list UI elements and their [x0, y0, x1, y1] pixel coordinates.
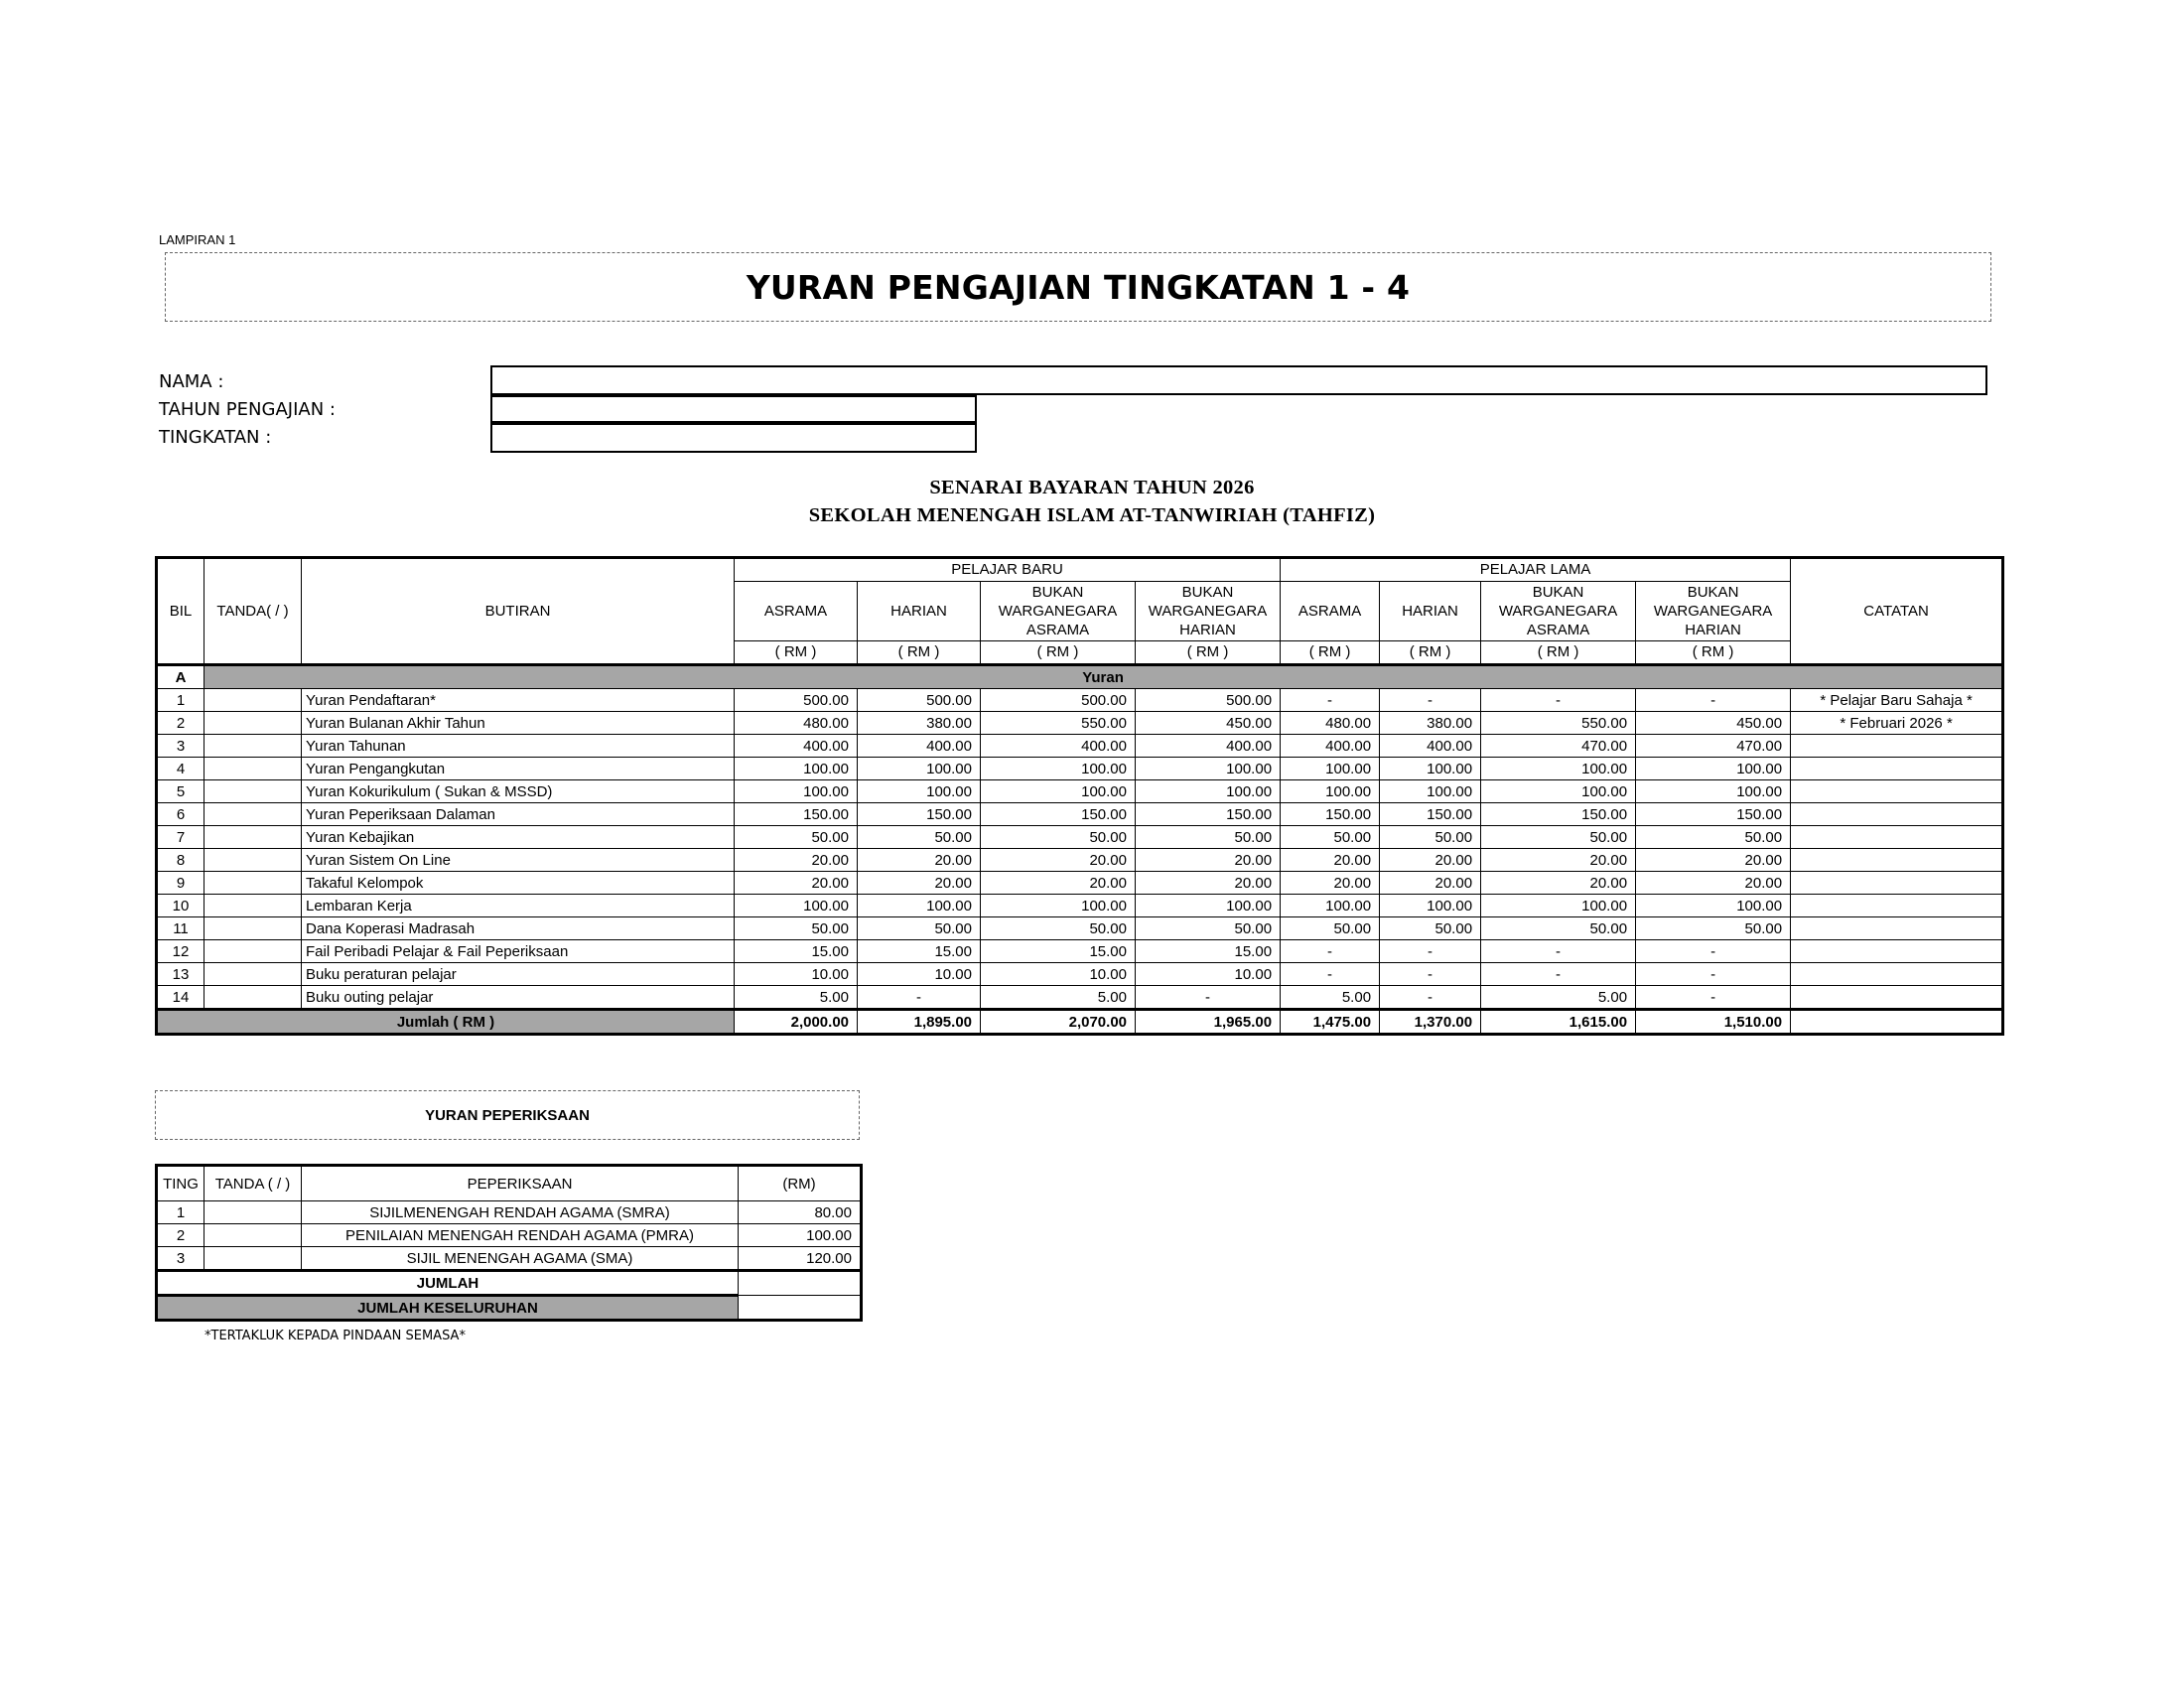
- total-value: 1,510.00: [1636, 1010, 1791, 1035]
- table-row: [157, 917, 2003, 940]
- row-butiran: Yuran Pengangkutan: [302, 758, 735, 780]
- footnote: *TERTAKLUK KEPADA PINDAAN SEMASA*: [205, 1329, 466, 1343]
- exam-name: SIJILMENENGAH RENDAH AGAMA (SMRA): [302, 1201, 739, 1224]
- sub-header: HARIAN: [858, 582, 981, 641]
- unit-label: ( RM ): [1136, 641, 1281, 665]
- row-butiran: Yuran Sistem On Line: [302, 849, 735, 872]
- lampiran-label: LAMPIRAN 1: [159, 232, 236, 247]
- total-row: [157, 1010, 2003, 1035]
- exam-tanda-checkbox[interactable]: [205, 1247, 302, 1271]
- row-value: -: [858, 986, 981, 1010]
- unit-label: ( RM ): [1481, 641, 1636, 665]
- row-value: 15.00: [735, 940, 858, 963]
- row-catatan: [1791, 735, 2003, 758]
- row-catatan: [1791, 849, 2003, 872]
- table-row: [157, 780, 2003, 803]
- row-value: 100.00: [1481, 780, 1636, 803]
- nama-label: NAMA :: [159, 371, 224, 392]
- row-value: 500.00: [981, 689, 1136, 712]
- exam-rm: 80.00: [739, 1201, 862, 1224]
- row-value: 500.00: [858, 689, 981, 712]
- row-butiran: Yuran Pendaftaran*: [302, 689, 735, 712]
- row-value: 150.00: [1281, 803, 1380, 826]
- row-value: 100.00: [1481, 895, 1636, 917]
- section-label: Yuran: [205, 665, 2003, 689]
- row-value: -: [1636, 940, 1791, 963]
- row-value: 20.00: [735, 849, 858, 872]
- tingkatan-field[interactable]: [490, 423, 977, 453]
- row-butiran: Takaful Kelompok: [302, 872, 735, 895]
- row-value: -: [1481, 963, 1636, 986]
- exam-col-tanda: TANDA ( / ): [205, 1166, 302, 1201]
- row-value: 10.00: [858, 963, 981, 986]
- row-value: 50.00: [735, 826, 858, 849]
- row-value: 400.00: [1380, 735, 1481, 758]
- row-bil: 10: [157, 895, 205, 917]
- row-value: -: [1481, 689, 1636, 712]
- exam-rows: [157, 1201, 862, 1271]
- row-value: 10.00: [981, 963, 1136, 986]
- table-row: [157, 895, 2003, 917]
- row-value: 5.00: [1281, 986, 1380, 1010]
- table-row: [157, 803, 2003, 826]
- exam-keseluruhan-label: JUMLAH KESELURUHAN: [157, 1296, 739, 1321]
- row-value: 100.00: [1636, 895, 1791, 917]
- row-value: 20.00: [1136, 872, 1281, 895]
- row-catatan: * Februari 2026 *: [1791, 712, 2003, 735]
- row-value: -: [1136, 986, 1281, 1010]
- row-bil: 8: [157, 849, 205, 872]
- row-value: 50.00: [1136, 826, 1281, 849]
- group-pelajar-baru: PELAJAR BARU: [735, 558, 1281, 582]
- row-value: -: [1481, 940, 1636, 963]
- row-value: 480.00: [1281, 712, 1380, 735]
- row-value: -: [1380, 940, 1481, 963]
- table-row: [157, 872, 2003, 895]
- row-value: 550.00: [981, 712, 1136, 735]
- row-bil: 6: [157, 803, 205, 826]
- row-value: 50.00: [1481, 917, 1636, 940]
- exam-title: YURAN PEPERIKSAAN: [425, 1106, 590, 1124]
- row-value: 400.00: [1136, 735, 1281, 758]
- row-value: 20.00: [1136, 849, 1281, 872]
- row-value: 50.00: [1481, 826, 1636, 849]
- exam-jumlah-value[interactable]: [739, 1271, 862, 1296]
- row-butiran: Yuran Kebajikan: [302, 826, 735, 849]
- row-catatan: * Pelajar Baru Sahaja *: [1791, 689, 2003, 712]
- row-bil: 13: [157, 963, 205, 986]
- row-value: 100.00: [858, 780, 981, 803]
- exam-keseluruhan-value[interactable]: [739, 1296, 862, 1321]
- row-value: 100.00: [1481, 758, 1636, 780]
- row-value: 20.00: [735, 872, 858, 895]
- row-bil: 2: [157, 712, 205, 735]
- sub-header: BUKAN WARGANEGARA HARIAN: [1136, 582, 1281, 641]
- sub-header: ASRAMA: [735, 582, 858, 641]
- total-value: 1,895.00: [858, 1010, 981, 1035]
- row-value: 50.00: [735, 917, 858, 940]
- row-value: 50.00: [858, 826, 981, 849]
- table-row: [157, 986, 2003, 1010]
- row-value: 50.00: [1636, 826, 1791, 849]
- exam-col-rm: (RM): [739, 1166, 862, 1201]
- row-butiran: Yuran Peperiksaan Dalaman: [302, 803, 735, 826]
- row-value: 100.00: [1380, 780, 1481, 803]
- heading-line1: SENARAI BAYARAN TAHUN 2026: [929, 477, 1255, 498]
- row-value: 20.00: [858, 872, 981, 895]
- row-catatan: [1791, 872, 2003, 895]
- row-catatan: [1791, 963, 2003, 986]
- exam-rm: 100.00: [739, 1224, 862, 1247]
- row-tanda-checkbox[interactable]: [205, 917, 302, 940]
- col-catatan: CATATAN: [1791, 558, 2003, 665]
- exam-row: [157, 1224, 862, 1247]
- row-value: 10.00: [735, 963, 858, 986]
- table-row: [157, 712, 2003, 735]
- row-value: 150.00: [858, 803, 981, 826]
- row-butiran: Yuran Kokurikulum ( Sukan & MSSD): [302, 780, 735, 803]
- row-value: 100.00: [1380, 895, 1481, 917]
- row-butiran: Lembaran Kerja: [302, 895, 735, 917]
- row-bil: 1: [157, 689, 205, 712]
- row-value: 100.00: [735, 780, 858, 803]
- row-bil: 12: [157, 940, 205, 963]
- tahun-pengajian-label: TAHUN PENGAJIAN :: [159, 399, 336, 420]
- row-tanda-checkbox[interactable]: [205, 849, 302, 872]
- row-value: 100.00: [1136, 895, 1281, 917]
- row-bil: 5: [157, 780, 205, 803]
- row-value: 150.00: [735, 803, 858, 826]
- table-row: [157, 826, 2003, 849]
- row-value: -: [1636, 963, 1791, 986]
- row-bil: 14: [157, 986, 205, 1010]
- row-value: 400.00: [735, 735, 858, 758]
- row-value: 380.00: [858, 712, 981, 735]
- row-value: -: [1281, 963, 1380, 986]
- row-value: 10.00: [1136, 963, 1281, 986]
- fee-rows: [157, 689, 2003, 1010]
- row-value: 100.00: [1136, 780, 1281, 803]
- row-value: 20.00: [1380, 872, 1481, 895]
- row-value: 5.00: [981, 986, 1136, 1010]
- heading-line2: SEKOLAH MENENGAH ISLAM AT-TANWIRIAH (TAHFIZ): [808, 504, 1376, 526]
- row-value: 50.00: [1281, 826, 1380, 849]
- row-value: 50.00: [981, 826, 1136, 849]
- row-bil: 7: [157, 826, 205, 849]
- row-value: 480.00: [735, 712, 858, 735]
- row-butiran: Buku peraturan pelajar: [302, 963, 735, 986]
- row-value: 15.00: [1136, 940, 1281, 963]
- col-bil: BIL: [157, 558, 205, 665]
- table-row: [157, 758, 2003, 780]
- row-value: 20.00: [1281, 872, 1380, 895]
- table-row: [157, 735, 2003, 758]
- tahun-pengajian-field[interactable]: [490, 395, 977, 423]
- row-catatan: [1791, 826, 2003, 849]
- row-value: 50.00: [1636, 917, 1791, 940]
- row-value: -: [1380, 963, 1481, 986]
- row-tanda-checkbox[interactable]: [205, 940, 302, 963]
- row-value: 50.00: [1281, 917, 1380, 940]
- section-code: A: [157, 665, 205, 689]
- row-value: 50.00: [858, 917, 981, 940]
- row-butiran: Yuran Tahunan: [302, 735, 735, 758]
- row-value: 100.00: [981, 895, 1136, 917]
- row-value: 50.00: [981, 917, 1136, 940]
- exam-name: PENILAIAN MENENGAH RENDAH AGAMA (PMRA): [302, 1224, 739, 1247]
- total-label: Jumlah ( RM ): [157, 1010, 735, 1035]
- table-row: [157, 940, 2003, 963]
- row-butiran: Buku outing pelajar: [302, 986, 735, 1010]
- row-value: -: [1380, 689, 1481, 712]
- row-bil: 4: [157, 758, 205, 780]
- sub-header: BUKAN WARGANEGARA ASRAMA: [1481, 582, 1636, 641]
- tingkatan-label: TINGKATAN :: [159, 427, 272, 448]
- total-value: 2,070.00: [981, 1010, 1136, 1035]
- exam-jumlah-label: JUMLAH: [157, 1271, 739, 1296]
- row-tanda-checkbox[interactable]: [205, 826, 302, 849]
- exam-ting: 1: [157, 1201, 205, 1224]
- row-value: -: [1636, 689, 1791, 712]
- row-tanda-checkbox[interactable]: [205, 758, 302, 780]
- row-value: 450.00: [1636, 712, 1791, 735]
- sub-header: BUKAN WARGANEGARA ASRAMA: [981, 582, 1136, 641]
- row-value: 150.00: [1380, 803, 1481, 826]
- row-value: 100.00: [858, 758, 981, 780]
- exam-rm: 120.00: [739, 1247, 862, 1271]
- exam-table: [155, 1164, 863, 1322]
- row-value: -: [1380, 986, 1481, 1010]
- row-tanda-checkbox[interactable]: [205, 780, 302, 803]
- row-catatan: [1791, 917, 2003, 940]
- unit-label: ( RM ): [1380, 641, 1481, 665]
- row-tanda-checkbox[interactable]: [205, 872, 302, 895]
- row-value: 450.00: [1136, 712, 1281, 735]
- row-value: 150.00: [1136, 803, 1281, 826]
- row-value: -: [1281, 689, 1380, 712]
- row-bil: 11: [157, 917, 205, 940]
- row-value: 100.00: [981, 758, 1136, 780]
- exam-ting: 3: [157, 1247, 205, 1271]
- row-value: 100.00: [1281, 758, 1380, 780]
- row-value: -: [1636, 986, 1791, 1010]
- row-value: 500.00: [735, 689, 858, 712]
- unit-label: ( RM ): [1636, 641, 1791, 665]
- row-catatan: [1791, 895, 2003, 917]
- row-value: 100.00: [1636, 758, 1791, 780]
- row-value: 100.00: [1636, 780, 1791, 803]
- row-tanda-checkbox[interactable]: [205, 735, 302, 758]
- row-value: 100.00: [1281, 895, 1380, 917]
- row-value: 5.00: [735, 986, 858, 1010]
- exam-ting: 2: [157, 1224, 205, 1247]
- row-value: 20.00: [1481, 872, 1636, 895]
- row-catatan: [1791, 803, 2003, 826]
- fee-table: [155, 556, 2004, 1036]
- nama-field[interactable]: [490, 365, 1987, 395]
- title-box: [165, 252, 1991, 322]
- row-value: 20.00: [981, 872, 1136, 895]
- row-tanda-checkbox[interactable]: [205, 963, 302, 986]
- row-value: 150.00: [1636, 803, 1791, 826]
- table-row: [157, 849, 2003, 872]
- row-bil: 9: [157, 872, 205, 895]
- row-butiran: Fail Peribadi Pelajar & Fail Peperiksaan: [302, 940, 735, 963]
- unit-label: ( RM ): [1281, 641, 1380, 665]
- row-value: 100.00: [1380, 758, 1481, 780]
- exam-col-peperiksaan: PEPERIKSAAN: [302, 1166, 739, 1201]
- exam-tanda-checkbox[interactable]: [205, 1224, 302, 1247]
- row-value: 150.00: [1481, 803, 1636, 826]
- row-butiran: Dana Koperasi Madrasah: [302, 917, 735, 940]
- unit-label: ( RM ): [735, 641, 858, 665]
- sub-header: BUKAN WARGANEGARA HARIAN: [1636, 582, 1791, 641]
- row-value: 470.00: [1481, 735, 1636, 758]
- row-value: 100.00: [858, 895, 981, 917]
- row-bil: 3: [157, 735, 205, 758]
- col-tanda: TANDA( / ): [205, 558, 302, 665]
- row-value: 100.00: [1281, 780, 1380, 803]
- col-butiran: BUTIRAN: [302, 558, 735, 665]
- row-value: 150.00: [981, 803, 1136, 826]
- row-value: 500.00: [1136, 689, 1281, 712]
- row-value: -: [1281, 940, 1380, 963]
- exam-tanda-checkbox[interactable]: [205, 1201, 302, 1224]
- row-value: 470.00: [1636, 735, 1791, 758]
- row-value: 20.00: [981, 849, 1136, 872]
- row-catatan: [1791, 986, 2003, 1010]
- row-value: 20.00: [1481, 849, 1636, 872]
- row-value: 50.00: [1380, 826, 1481, 849]
- row-value: 50.00: [1136, 917, 1281, 940]
- row-tanda-checkbox[interactable]: [205, 895, 302, 917]
- row-value: 100.00: [1136, 758, 1281, 780]
- total-value: 1,615.00: [1481, 1010, 1636, 1035]
- row-value: 20.00: [1281, 849, 1380, 872]
- exam-row: [157, 1201, 862, 1224]
- row-butiran: Yuran Bulanan Akhir Tahun: [302, 712, 735, 735]
- exam-title-box: [155, 1090, 860, 1140]
- row-value: 400.00: [981, 735, 1136, 758]
- row-tanda-checkbox[interactable]: [205, 689, 302, 712]
- row-value: 400.00: [1281, 735, 1380, 758]
- total-value: 2,000.00: [735, 1010, 858, 1035]
- row-value: 15.00: [858, 940, 981, 963]
- row-value: 15.00: [981, 940, 1136, 963]
- table-row: [157, 963, 2003, 986]
- row-value: 100.00: [735, 895, 858, 917]
- row-value: 100.00: [735, 758, 858, 780]
- unit-label: ( RM ): [858, 641, 981, 665]
- row-value: 550.00: [1481, 712, 1636, 735]
- sub-header: HARIAN: [1380, 582, 1481, 641]
- row-tanda-checkbox[interactable]: [205, 986, 302, 1010]
- row-catatan: [1791, 940, 2003, 963]
- unit-label: ( RM ): [981, 641, 1136, 665]
- row-value: 100.00: [981, 780, 1136, 803]
- row-value: 20.00: [1636, 849, 1791, 872]
- total-value: 1,370.00: [1380, 1010, 1481, 1035]
- exam-row: [157, 1247, 862, 1271]
- total-value: 1,965.00: [1136, 1010, 1281, 1035]
- row-value: 20.00: [858, 849, 981, 872]
- sub-header: ASRAMA: [1281, 582, 1380, 641]
- row-value: 380.00: [1380, 712, 1481, 735]
- group-pelajar-lama: PELAJAR LAMA: [1281, 558, 1791, 582]
- row-value: 20.00: [1380, 849, 1481, 872]
- row-value: 50.00: [1380, 917, 1481, 940]
- row-catatan: [1791, 758, 2003, 780]
- row-value: 400.00: [858, 735, 981, 758]
- page-title: YURAN PENGAJIAN TINGKATAN 1 - 4: [746, 267, 1411, 307]
- row-value: 20.00: [1636, 872, 1791, 895]
- row-tanda-checkbox[interactable]: [205, 803, 302, 826]
- total-value: 1,475.00: [1281, 1010, 1380, 1035]
- exam-col-ting: TING: [157, 1166, 205, 1201]
- row-tanda-checkbox[interactable]: [205, 712, 302, 735]
- row-value: 5.00: [1481, 986, 1636, 1010]
- exam-name: SIJIL MENENGAH AGAMA (SMA): [302, 1247, 739, 1271]
- table-row: [157, 689, 2003, 712]
- row-catatan: [1791, 780, 2003, 803]
- total-catatan: [1791, 1010, 2003, 1035]
